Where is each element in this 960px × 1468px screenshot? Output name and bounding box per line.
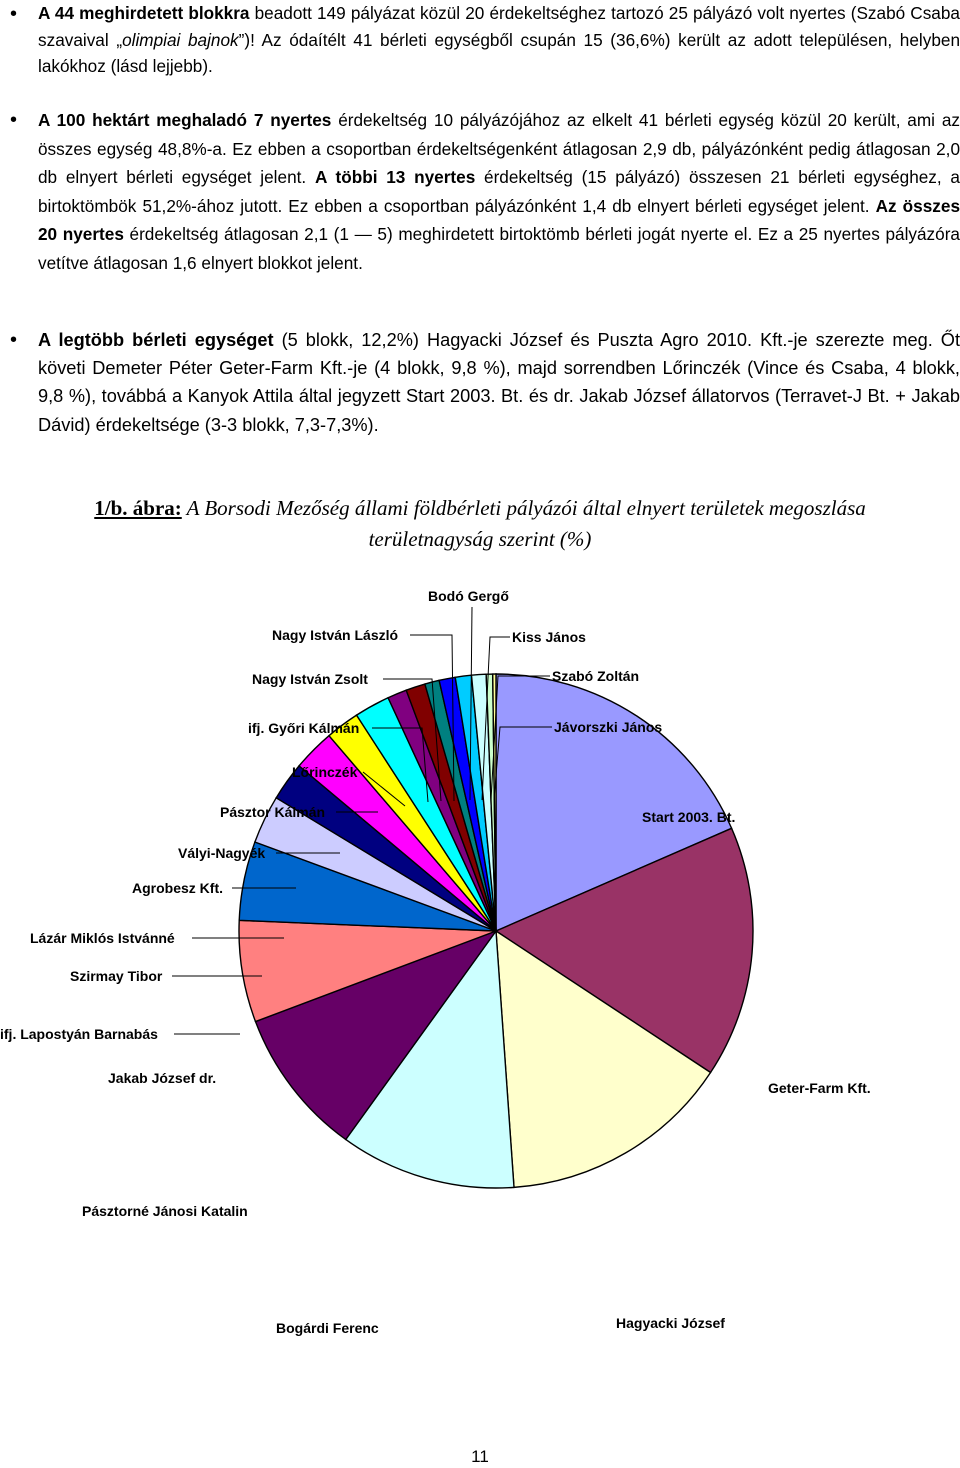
pie-label-1: Start 2003. Bt. [642, 809, 736, 825]
paragraph-2-bold-3: Az összes 20 nyertes [38, 195, 960, 244]
pie-label-17: Bodó Gergő [428, 588, 509, 604]
pie-slices [239, 674, 753, 1188]
pie-label-12: Pásztor Kálmán [220, 804, 326, 820]
paragraph-3-text [38, 326, 960, 439]
pie-label-4: Bogárdi Ferenc [276, 1320, 379, 1336]
pie-chart [0, 570, 960, 1370]
paragraph-1-italic: olimpiai bajnok [122, 29, 239, 50]
figure-label: 1/b. ábra: [94, 496, 182, 520]
paragraph-3-part-1: (5 blokk, 12,2%) Hagyacki József és Puszta Agro 2010. Kft.-je szerezte meg. Őt követi Demeter Péter Geter-Farm Kft.-je (4 blokk, 9,8 %), majd sorrendben Lőrinczék (Vince és Csaba, 4 blokk, 9,8 %), továbbá a Kanyok Attila által jegyzett Start 2003. Bt. és dr. Jakab József állatorvos (Terravet-J Bt. + Jakab Dávid) érdekeltsége (3-3 blokk, 7,3-7,3%). [38, 330, 960, 435]
pie-label-13: Lőrinczék [292, 764, 358, 780]
paragraph-1-bold: A 44 meghirdetett blokkra [38, 3, 250, 23]
pie-label-20: Jávorszki János [554, 719, 663, 735]
paragraph-2-bold-1: A 100 hektárt meghaladó 7 nyertes [38, 110, 332, 130]
paragraph-3-bold: A legtöbb bérleti egységet [38, 330, 274, 350]
bullet-icon: • [10, 329, 18, 351]
figure-caption [0, 493, 960, 555]
pie-label-2: Geter-Farm Kft. [768, 1080, 871, 1096]
pie-label-7: ifj. Lapostyán Barnabás [0, 1026, 158, 1042]
paragraph-2-part-2: érdekeltség (15 pályázó) összesen 21 bérleti egységhez, a birtoktömbök 51,2%-ához jutott. Ez ebben a csoportban pályázónként 1,4 db elnyert bérleti egységet jelent. [38, 167, 960, 216]
pie-label-9: Lázár Miklós Istvánné [30, 930, 175, 946]
pie-label-14: ifj. Győri Kálmán [248, 720, 360, 736]
figure-caption-line-2: területnagyság szerint (%) [368, 527, 592, 551]
pie-label-11: Vályi-Nagyék [178, 845, 266, 861]
paragraph-2-bold-2: A többi 13 nyertes [314, 167, 476, 187]
pie-label-19: Szabó Zoltán [552, 668, 640, 684]
pie-label-6: Jakab József dr. [108, 1070, 217, 1086]
pie-label-15: Nagy István Zsolt [252, 671, 368, 687]
bullet-icon: • [10, 109, 18, 131]
paragraph-1-part-2: ”)! Az ódaítélt 41 bérleti egységből csupán 15 (36,6%) került az adott településen, helyben lakókhoz (lásd lejjebb). [38, 29, 960, 77]
pie-label-16: Nagy István László [272, 627, 399, 643]
pie-label-5: Pásztorné Jánosi Katalin [82, 1203, 248, 1219]
bullet-icon: • [10, 3, 18, 25]
figure-caption-line-1: A Borsodi Mezőség állami földbérleti pályázói által elnyert területek megoszlása [181, 496, 866, 520]
pie-label-3: Hagyacki József [616, 1315, 725, 1331]
paragraph-2-text [38, 106, 960, 277]
paragraph-2-part-3: érdekeltség átlagosan 2,1 (1 — 5) meghirdetett birtoktömb bérleti jogát nyerte el. Ez a 25 nyertes pályázóra vetítve átlagosan 1,6 elnyert blokkot jelent. [38, 224, 960, 273]
pie-label-10: Agrobesz Kft. [132, 880, 223, 896]
page-number: 11 [471, 1447, 489, 1466]
pie-label-8: Szirmay Tibor [70, 968, 163, 984]
paragraph-1-text [38, 0, 960, 80]
paragraph-1-part-1: beadott 149 pályázat közül 20 érdekeltséghez tartozó 25 pályázó volt nyertes (Szabó Csaba szavaival „ [38, 3, 960, 50]
paragraph-2-part-1: érdekeltség 10 pályázójához az elkelt 41 bérleti egység közül 20 került, ami az összes egység 48,8%-a. Ez ebben a csoportban érdekeltségenként átlagosan 2,9 db, pályázónként pedig átlagosan 2,0 db elnyert bérleti egységet jelent. [38, 110, 960, 187]
pie-label-18: Kiss János [512, 629, 586, 645]
